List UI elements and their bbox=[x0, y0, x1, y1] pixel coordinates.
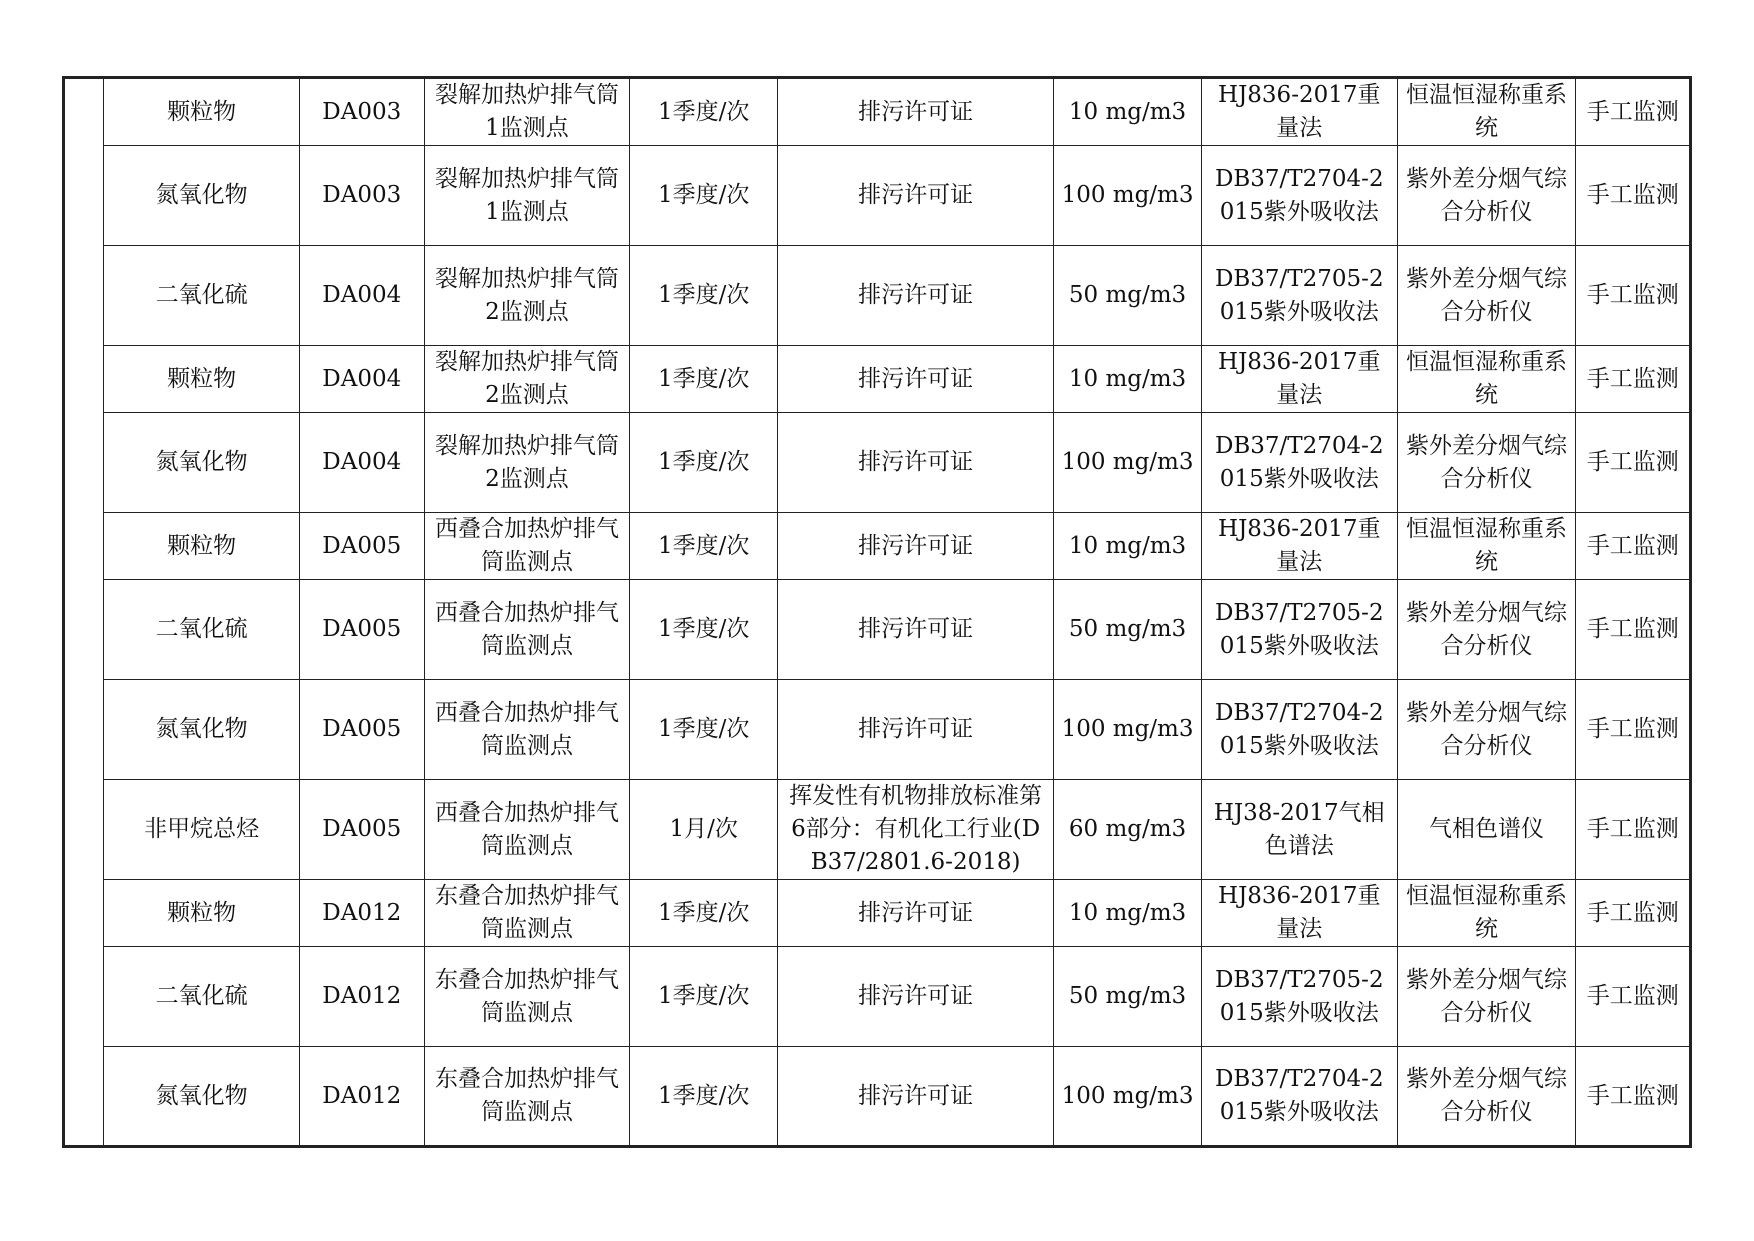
cell-pollutant: 氮氧化物 bbox=[104, 146, 300, 246]
cell-outlet-code: DA005 bbox=[300, 780, 425, 880]
cell-outlet-code: DA005 bbox=[300, 680, 425, 780]
cell-method: HJ836-2017重量法 bbox=[1201, 346, 1397, 413]
table-row bbox=[64, 346, 1691, 413]
cell-outlet-code: DA012 bbox=[300, 880, 425, 947]
cell-method: HJ836-2017重量法 bbox=[1201, 78, 1397, 146]
cell-instrument: 气相色谱仪 bbox=[1397, 780, 1576, 880]
cell-frequency: 1季度/次 bbox=[630, 413, 778, 513]
cell-pollutant: 氮氧化物 bbox=[104, 413, 300, 513]
cell-frequency: 1季度/次 bbox=[630, 246, 778, 346]
cell-frequency: 1季度/次 bbox=[630, 346, 778, 413]
cell-monitoring-point: 西叠合加热炉排气筒监测点 bbox=[424, 780, 630, 880]
cell-pollutant: 颗粒物 bbox=[104, 346, 300, 413]
cell-mode: 手工监测 bbox=[1576, 346, 1691, 413]
cell-mode: 手工监测 bbox=[1576, 413, 1691, 513]
cell-monitoring-point: 东叠合加热炉排气筒监测点 bbox=[424, 1047, 630, 1147]
cell-standard: 排污许可证 bbox=[778, 680, 1054, 780]
cell-frequency: 1季度/次 bbox=[630, 680, 778, 780]
cell-standard: 排污许可证 bbox=[778, 1047, 1054, 1147]
cell-instrument: 紫外差分烟气综合分析仪 bbox=[1397, 413, 1576, 513]
cell-mode: 手工监测 bbox=[1576, 78, 1691, 146]
cell-pollutant: 氮氧化物 bbox=[104, 680, 300, 780]
table-body bbox=[64, 78, 1691, 1147]
table-row bbox=[64, 513, 1691, 580]
cell-monitoring-point: 西叠合加热炉排气筒监测点 bbox=[424, 580, 630, 680]
cell-monitoring-point: 裂解加热炉排气筒2监测点 bbox=[424, 346, 630, 413]
cell-pollutant: 颗粒物 bbox=[104, 513, 300, 580]
cell-method: DB37/T2704-2015紫外吸收法 bbox=[1201, 413, 1397, 513]
cell-monitoring-point: 西叠合加热炉排气筒监测点 bbox=[424, 513, 630, 580]
table-row bbox=[64, 78, 1691, 146]
cell-mode: 手工监测 bbox=[1576, 580, 1691, 680]
table-row bbox=[64, 947, 1691, 1047]
cell-outlet-code: DA003 bbox=[300, 146, 425, 246]
cell-limit: 10 mg/m3 bbox=[1054, 346, 1202, 413]
cell-limit: 10 mg/m3 bbox=[1054, 880, 1202, 947]
cell-pollutant: 二氧化硫 bbox=[104, 947, 300, 1047]
table-row bbox=[64, 880, 1691, 947]
cell-limit: 100 mg/m3 bbox=[1054, 1047, 1202, 1147]
cell-monitoring-point: 裂解加热炉排气筒2监测点 bbox=[424, 246, 630, 346]
table-row bbox=[64, 246, 1691, 346]
cell-instrument: 恒温恒湿称重系统 bbox=[1397, 346, 1576, 413]
cell-outlet-code: DA004 bbox=[300, 413, 425, 513]
cell-outlet-code: DA004 bbox=[300, 346, 425, 413]
cell-instrument: 紫外差分烟气综合分析仪 bbox=[1397, 146, 1576, 246]
cell-method: DB37/T2705-2015紫外吸收法 bbox=[1201, 947, 1397, 1047]
cell-limit: 50 mg/m3 bbox=[1054, 246, 1202, 346]
cell-instrument: 紫外差分烟气综合分析仪 bbox=[1397, 580, 1576, 680]
cell-monitoring-point: 西叠合加热炉排气筒监测点 bbox=[424, 680, 630, 780]
cell-method: DB37/T2704-2015紫外吸收法 bbox=[1201, 146, 1397, 246]
cell-standard: 排污许可证 bbox=[778, 413, 1054, 513]
cell-outlet-code: DA003 bbox=[300, 78, 425, 146]
cell-standard: 排污许可证 bbox=[778, 246, 1054, 346]
cell-method: DB37/T2704-2015紫外吸收法 bbox=[1201, 680, 1397, 780]
cell-limit: 100 mg/m3 bbox=[1054, 680, 1202, 780]
cell-mode: 手工监测 bbox=[1576, 680, 1691, 780]
cell-outlet-code: DA005 bbox=[300, 580, 425, 680]
cell-frequency: 1季度/次 bbox=[630, 1047, 778, 1147]
cell-standard: 排污许可证 bbox=[778, 947, 1054, 1047]
cell-mode: 手工监测 bbox=[1576, 780, 1691, 880]
table-row bbox=[64, 680, 1691, 780]
cell-standard: 排污许可证 bbox=[778, 78, 1054, 146]
cell-instrument: 紫外差分烟气综合分析仪 bbox=[1397, 680, 1576, 780]
cell-frequency: 1季度/次 bbox=[630, 513, 778, 580]
cell-instrument: 恒温恒湿称重系统 bbox=[1397, 880, 1576, 947]
cell-standard: 排污许可证 bbox=[778, 580, 1054, 680]
merged-category-cell bbox=[64, 78, 104, 1147]
cell-monitoring-point: 东叠合加热炉排气筒监测点 bbox=[424, 880, 630, 947]
cell-pollutant: 二氧化硫 bbox=[104, 246, 300, 346]
cell-outlet-code: DA012 bbox=[300, 947, 425, 1047]
cell-pollutant: 氮氧化物 bbox=[104, 1047, 300, 1147]
cell-method: DB37/T2705-2015紫外吸收法 bbox=[1201, 580, 1397, 680]
cell-frequency: 1季度/次 bbox=[630, 947, 778, 1047]
cell-pollutant: 非甲烷总烃 bbox=[104, 780, 300, 880]
cell-limit: 100 mg/m3 bbox=[1054, 146, 1202, 246]
cell-method: DB37/T2704-2015紫外吸收法 bbox=[1201, 1047, 1397, 1147]
table-row bbox=[64, 413, 1691, 513]
cell-outlet-code: DA005 bbox=[300, 513, 425, 580]
cell-instrument: 紫外差分烟气综合分析仪 bbox=[1397, 947, 1576, 1047]
cell-pollutant: 二氧化硫 bbox=[104, 580, 300, 680]
table-row bbox=[64, 580, 1691, 680]
table-row bbox=[64, 146, 1691, 246]
cell-limit: 100 mg/m3 bbox=[1054, 413, 1202, 513]
cell-instrument: 恒温恒湿称重系统 bbox=[1397, 513, 1576, 580]
cell-outlet-code: DA012 bbox=[300, 1047, 425, 1147]
cell-pollutant: 颗粒物 bbox=[104, 78, 300, 146]
cell-mode: 手工监测 bbox=[1576, 513, 1691, 580]
cell-mode: 手工监测 bbox=[1576, 246, 1691, 346]
cell-monitoring-point: 裂解加热炉排气筒1监测点 bbox=[424, 146, 630, 246]
cell-outlet-code: DA004 bbox=[300, 246, 425, 346]
cell-standard: 排污许可证 bbox=[778, 346, 1054, 413]
cell-monitoring-point: 裂解加热炉排气筒1监测点 bbox=[424, 78, 630, 146]
cell-instrument: 紫外差分烟气综合分析仪 bbox=[1397, 1047, 1576, 1147]
cell-frequency: 1季度/次 bbox=[630, 580, 778, 680]
cell-frequency: 1季度/次 bbox=[630, 146, 778, 246]
cell-mode: 手工监测 bbox=[1576, 146, 1691, 246]
table-row bbox=[64, 1047, 1691, 1147]
cell-pollutant: 颗粒物 bbox=[104, 880, 300, 947]
cell-limit: 10 mg/m3 bbox=[1054, 78, 1202, 146]
cell-method: DB37/T2705-2015紫外吸收法 bbox=[1201, 246, 1397, 346]
cell-monitoring-point: 东叠合加热炉排气筒监测点 bbox=[424, 947, 630, 1047]
cell-standard: 排污许可证 bbox=[778, 880, 1054, 947]
cell-method: HJ836-2017重量法 bbox=[1201, 880, 1397, 947]
cell-method: HJ836-2017重量法 bbox=[1201, 513, 1397, 580]
cell-monitoring-point: 裂解加热炉排气筒2监测点 bbox=[424, 413, 630, 513]
cell-instrument: 恒温恒湿称重系统 bbox=[1397, 78, 1576, 146]
cell-limit: 60 mg/m3 bbox=[1054, 780, 1202, 880]
cell-limit: 50 mg/m3 bbox=[1054, 580, 1202, 680]
cell-frequency: 1季度/次 bbox=[630, 880, 778, 947]
cell-limit: 10 mg/m3 bbox=[1054, 513, 1202, 580]
cell-standard: 排污许可证 bbox=[778, 146, 1054, 246]
cell-frequency: 1季度/次 bbox=[630, 78, 778, 146]
cell-standard: 排污许可证 bbox=[778, 513, 1054, 580]
table-row bbox=[64, 780, 1691, 880]
cell-mode: 手工监测 bbox=[1576, 1047, 1691, 1147]
cell-limit: 50 mg/m3 bbox=[1054, 947, 1202, 1047]
cell-mode: 手工监测 bbox=[1576, 947, 1691, 1047]
cell-method: HJ38-2017气相色谱法 bbox=[1201, 780, 1397, 880]
monitoring-table bbox=[62, 76, 1692, 1148]
cell-standard: 挥发性有机物排放标准第6部分：有机化工行业(DB37/2801.6-2018) bbox=[778, 780, 1054, 880]
cell-mode: 手工监测 bbox=[1576, 880, 1691, 947]
cell-frequency: 1月/次 bbox=[630, 780, 778, 880]
cell-instrument: 紫外差分烟气综合分析仪 bbox=[1397, 246, 1576, 346]
